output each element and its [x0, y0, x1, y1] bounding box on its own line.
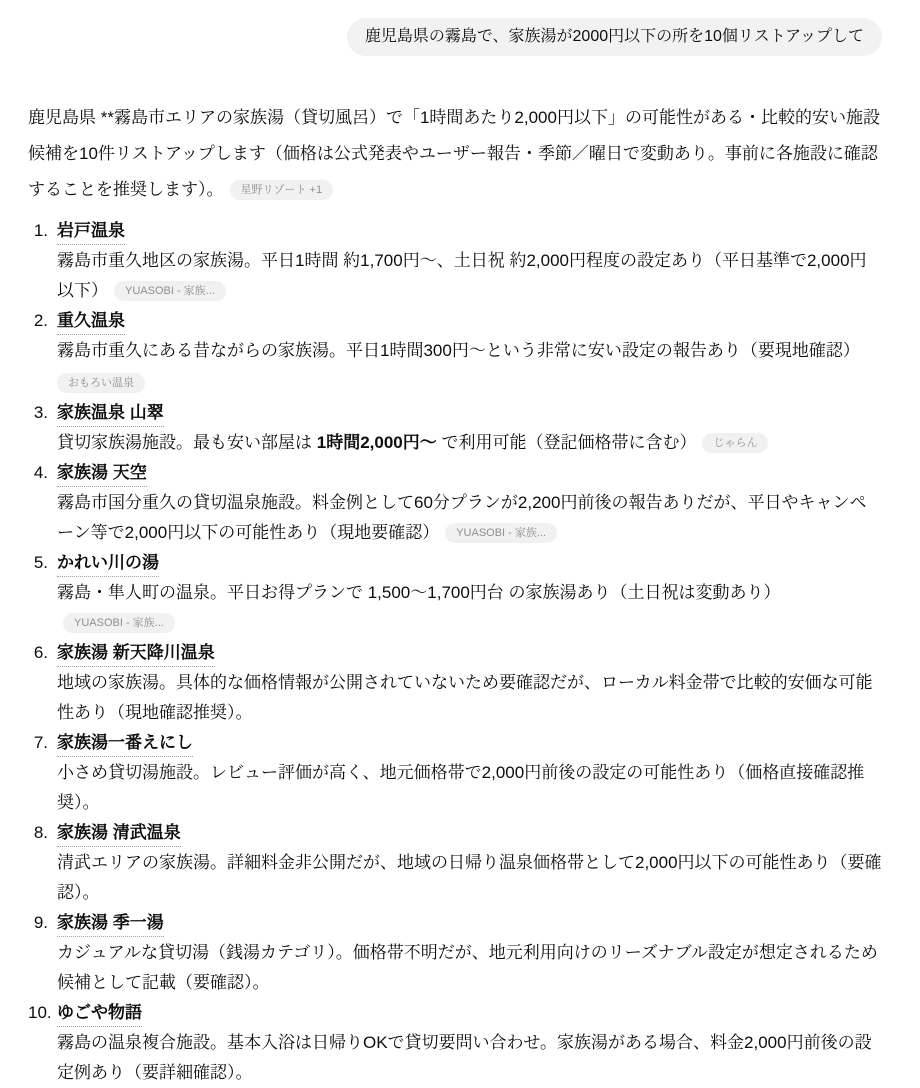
list-item — [28, 638, 882, 728]
item-title-link[interactable]: 家族湯 新天降川温泉 — [57, 640, 215, 667]
item-content — [57, 216, 882, 306]
citation-pill[interactable]: YUASOBI - 家族... — [445, 523, 557, 543]
description-segment: で利用可能（登記価格帯に含む） — [436, 433, 697, 452]
item-description — [57, 938, 882, 998]
item-description — [57, 578, 882, 638]
item-content — [57, 398, 882, 458]
intro-paragraph — [28, 100, 882, 208]
description-segment: 貸切家族湯施設。最も安い部屋は — [57, 433, 317, 452]
item-description — [57, 336, 882, 366]
list-item — [28, 998, 882, 1088]
item-content — [57, 908, 882, 998]
item-title-link[interactable]: 家族湯一番えにし — [57, 730, 193, 757]
item-title-link[interactable]: 岩戸温泉 — [57, 218, 125, 245]
description-segment: 霧島の温泉複合施設。基本入浴は日帰りOKで貸切要問い合わせ。家族湯がある場合、料金2,000円前後の設定例あり（要詳細確認）。 — [57, 1033, 872, 1082]
item-number: 5. — [33, 553, 48, 572]
item-number: 2. — [33, 311, 48, 330]
item-title-row — [57, 998, 882, 1028]
item-description — [57, 668, 882, 728]
item-number: 4. — [33, 463, 48, 482]
item-content — [57, 998, 882, 1088]
list-item — [28, 548, 882, 638]
list-item — [28, 398, 882, 458]
item-description — [57, 848, 882, 908]
item-content — [57, 818, 882, 908]
item-title-row — [57, 638, 882, 668]
item-title-link[interactable]: 家族温泉 山翠 — [57, 400, 164, 427]
description-segment: 1時間2,000円〜 — [316, 433, 437, 452]
item-description — [57, 488, 882, 548]
description-segment: 小さめ貸切湯施設。レビュー評価が高く、地元価格帯で2,000円前後の設定の可能性あり（価格直接確認推奨）。 — [57, 763, 865, 812]
citation-pill[interactable]: おもろい温泉 — [57, 373, 145, 393]
list-item — [28, 908, 882, 998]
item-number: 3. — [33, 403, 48, 422]
description-segment: 霧島・隼人町の温泉。平日お得プランで 1,500〜1,700円台 の家族湯あり（土日祝は変動あり） — [57, 583, 781, 602]
item-description — [57, 246, 882, 306]
item-title-link[interactable]: 家族湯 天空 — [57, 460, 147, 487]
list-item — [28, 306, 882, 398]
item-title-link[interactable]: 家族湯 季一湯 — [57, 910, 164, 937]
assistant-message — [28, 100, 882, 1088]
item-content — [57, 306, 882, 398]
user-message-bubble: 鹿児島県の霧島で、家族湯が2000円以下の所を10個リストアップして — [347, 18, 882, 56]
item-description — [57, 1028, 882, 1088]
item-title-row — [57, 458, 882, 488]
item-content — [57, 548, 882, 638]
list-item — [28, 216, 882, 306]
item-title-row — [57, 908, 882, 938]
item-title-row — [57, 398, 882, 428]
item-number: 7. — [33, 733, 48, 752]
item-number: 9. — [33, 913, 48, 932]
item-title-row — [57, 216, 882, 246]
citation-pill[interactable]: YUASOBI - 家族... — [63, 613, 175, 633]
item-title-row — [57, 728, 882, 758]
list-item — [28, 728, 882, 818]
description-segment: 清武エリアの家族湯。詳細料金非公開だが、地域の日帰り温泉価格帯として2,000円以下の可能性あり（要確認）。 — [57, 853, 882, 902]
item-description — [57, 758, 882, 818]
item-number: 8. — [33, 823, 48, 842]
item-content — [57, 458, 882, 548]
item-content — [57, 638, 882, 728]
item-title-link[interactable]: 家族湯 清武温泉 — [57, 820, 181, 847]
item-title-row — [57, 306, 882, 336]
item-title-row — [57, 548, 882, 578]
description-segment: 地域の家族湯。具体的な価格情報が公開されていないため要確認だが、ローカル料金帯で比較的安価な可能性あり（現地確認推奨）。 — [57, 673, 873, 722]
list-item — [28, 818, 882, 908]
description-segment: カジュアルな貸切湯（銭湯カテゴリ）。価格帯不明だが、地元利用向けのリーズナブル設定が想定されるため候補として記載（要確認）。 — [57, 943, 878, 992]
citation-pill[interactable]: 星野リゾート +1 — [230, 180, 334, 200]
citation-pill-row — [57, 368, 882, 398]
item-description — [57, 428, 882, 458]
item-title-link[interactable]: かれい川の湯 — [57, 550, 159, 577]
user-message-row — [28, 18, 882, 56]
item-content — [57, 728, 882, 818]
item-title-row — [57, 818, 882, 848]
item-number: 10. — [28, 1003, 52, 1022]
item-number: 1. — [33, 221, 48, 240]
item-title-link[interactable]: ゆごや物語 — [57, 1000, 142, 1027]
item-number: 6. — [33, 643, 48, 662]
citation-pill[interactable]: YUASOBI - 家族... — [114, 281, 226, 301]
description-segment: 霧島市重久地区の家族湯。平日1時間 約1,700円〜、土日祝 約2,000円程度の設定あり（平日基準で2,000円以下） — [57, 251, 867, 300]
item-title-link[interactable]: 重久温泉 — [57, 308, 125, 335]
citation-pill[interactable]: じゃらん — [702, 433, 768, 453]
description-segment: 霧島市重久にある昔ながらの家族湯。平日1時間300円〜という非常に安い設定の報告あり（要現地確認） — [57, 341, 860, 360]
list-item — [28, 458, 882, 548]
description-segment: 霧島市国分重久の貸切温泉施設。料金例として60分プランが2,200円前後の報告ありだが、平日やキャンペーン等で2,000円以下の可能性あり（現地要確認） — [57, 493, 867, 542]
results-list — [28, 216, 882, 1088]
intro-text: 鹿児島県 **霧島市エリアの家族湯（貸切風呂）で「1時間あたり2,000円以下」の可能性がある・比較的安い施設候補を10件リストアップします（価格は公式発表やユーザー報告・季節／曜日で変動あり。事前に各施設に確認することを推奨します）。 — [28, 108, 880, 199]
